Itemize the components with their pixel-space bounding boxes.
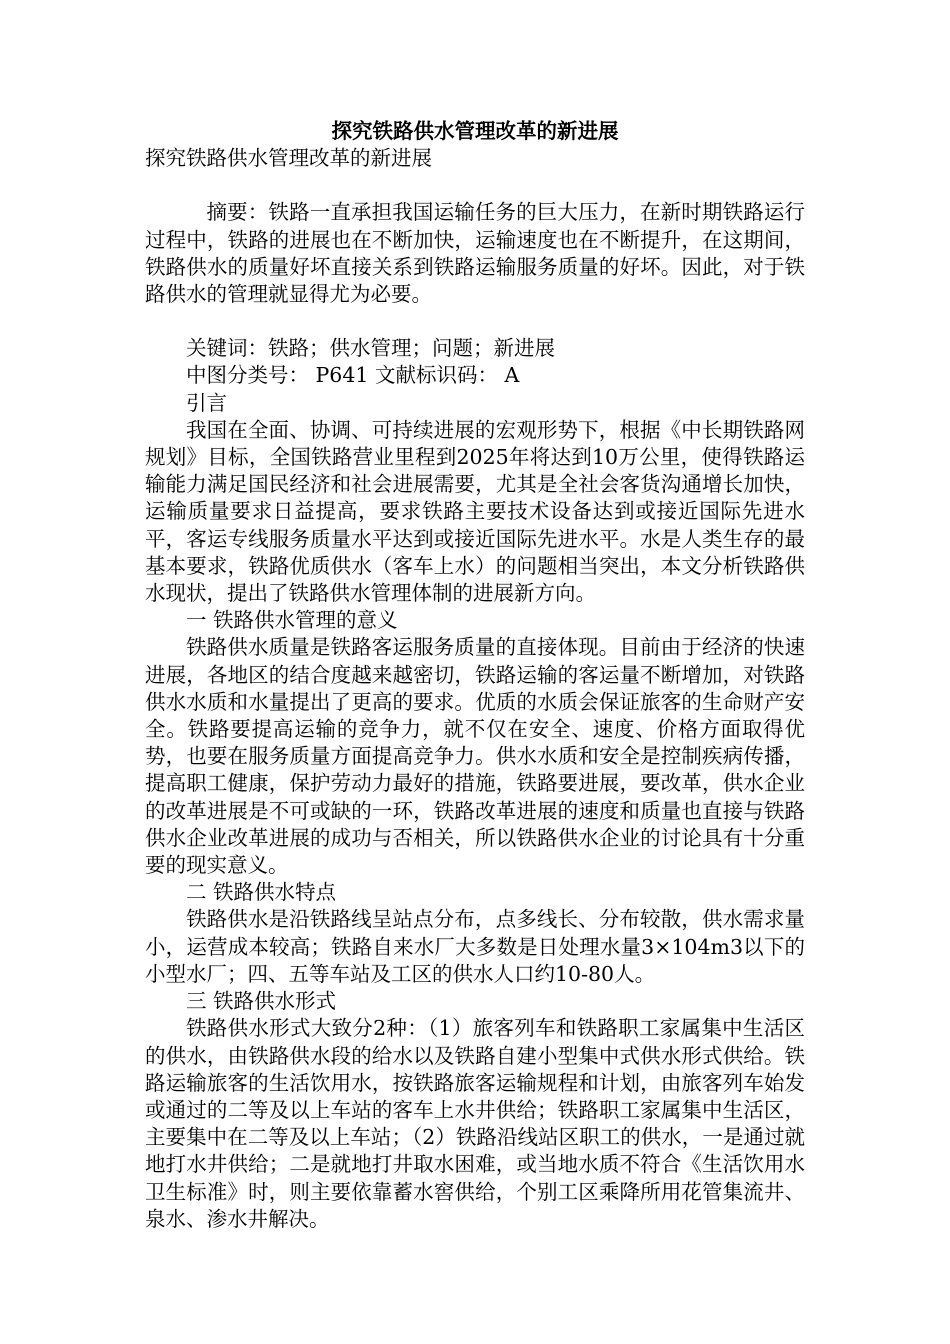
abstract-paragraph: 摘要：铁路一直承担我国运输任务的巨大压力，在新时期铁路运行过程中，铁路的进展也在不断加快，运输速度也在不断提升，在这期间，铁路供水的质量好坏直接关系到铁路运输服务质量的好坏。因此，对于铁路供水的管理就显得尤为必要。	[145, 200, 805, 307]
section3-heading: 三 铁路供水形式	[186, 989, 337, 1014]
document-title: 探究铁路供水管理改革的新进展	[331, 119, 619, 143]
section1-heading: 一 铁路供水管理的意义	[186, 608, 398, 633]
document-subtitle: 探究铁路供水管理改革的新进展	[145, 146, 432, 171]
document-page	[145, 118, 805, 1233]
keywords-line: 关键词：铁路；供水管理；问题；新进展	[186, 336, 555, 361]
intro-paragraph: 我国在全面、协调、可持续进展的宏观形势下，根据《中长期铁路网规划》目标，全国铁路营业里程到2025年将达到10万公里，使得铁路运输能力满足国民经济和社会进展需要，尤其是全社会客货沟通增长加快，运输质量要求日益提高，要求铁路主要技术设备达到或接近国际先进水平，客运专线服务质量水平达到或接近国际先进水平。水是人类生存的最基本要求，铁路优质供水（客车上水）的问题相当突出，本文分析铁路供水现状，提出了铁路供水管理体制的进展新方向。	[145, 417, 805, 606]
section2-heading: 二 铁路供水特点	[186, 880, 337, 905]
classification-line: 中图分类号： P641 文献标识码： A	[186, 363, 520, 388]
section2-paragraph: 铁路供水是沿铁路线呈站点分布，点多线长、分布较散，供水需求量小，运营成本较高；铁路自来水厂大多数是日处理水量3×104m3以下的小型水厂；四、五等车站及工区的供水人口约10-80人。	[145, 907, 805, 986]
section3-paragraph: 铁路供水形式大致分2种：（1）旅客列车和铁路职工家属集中生活区的供水，由铁路供水段的给水以及铁路自建小型集中式供水形式供给。铁路运输旅客的生活饮用水，按铁路旅客运输规程和计划，由旅客列车始发或通过的二等及以上车站的客车上水井供给；铁路职工家属集中生活区，主要集中在二等及以上车站；（2）铁路沿线站区职工的供水，一是通过就地打水井供给；二是就地打井取水困难，或当地水质不符合《生活饮用水卫生标准》时，则主要依靠蓄水窖供给，个别工区乘降所用花管集流井、泉水、渗水井解决。	[145, 1016, 805, 1231]
section1-paragraph: 铁路供水质量是铁路客运服务质量的直接体现。目前由于经济的快速进展，各地区的结合度越来越密切，铁路运输的客运量不断增加，对铁路供水水质和水量提出了更高的要求。优质的水质会保证旅客的生命财产安全。铁路要提高运输的竞争力，就不仅在安全、速度、价格方面取得优势，也要在服务质量方面提高竞争力。供水水质和安全是控制疾病传播，提高职工健康，保护劳动力最好的措施，铁路要进展，要改革，供水企业的改革进展是不可或缺的一环，铁路改革进展的速度和质量也直接与铁路供水企业改革进展的成功与否相关，所以铁路供水企业的讨论具有十分重要的现实意义。	[145, 635, 805, 878]
intro-heading: 引言	[186, 390, 227, 415]
